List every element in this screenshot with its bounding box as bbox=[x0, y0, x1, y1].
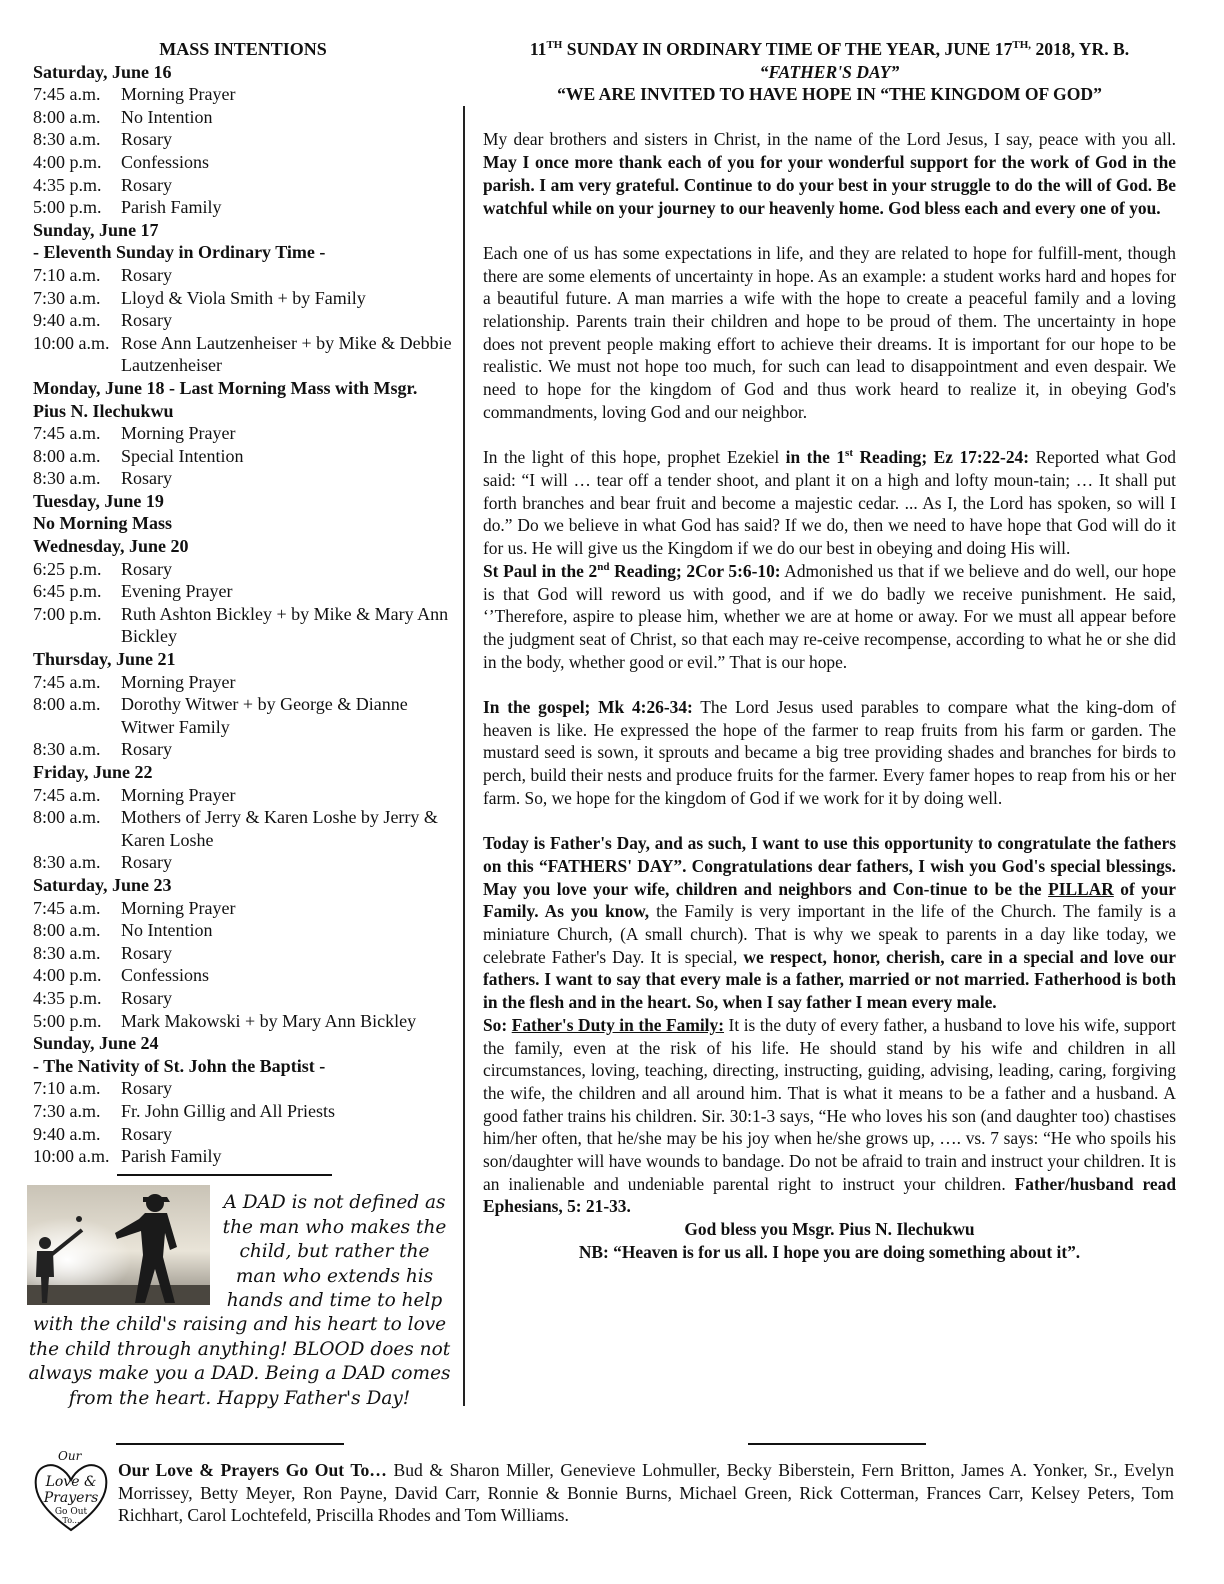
schedule-row bbox=[33, 693, 453, 738]
schedule-time: 8:30 a.m. bbox=[33, 852, 101, 873]
day-heading: Tuesday, June 19 bbox=[33, 490, 164, 511]
schedule-row bbox=[33, 445, 453, 468]
schedule-intention: Rosary bbox=[121, 1123, 172, 1144]
schedule-group bbox=[33, 897, 453, 1033]
schedule-time: 7:45 a.m. bbox=[33, 897, 101, 918]
day-heading: Friday, June 22 bbox=[33, 762, 153, 782]
schedule-intention: No Intention bbox=[121, 920, 213, 941]
first-reading-paragraph: In the light of this hope, prophet Ezekiel in the 1st Reading; Ez 17:22-24: Reported what God said: “I will … tear off a tender shoot, and plant it on a high and lofty moun-tain; … It shall put forth branches and bear fruit and become a majestic cedar. ... As I, the Lord has spoken, so will I do.” Do we believe in what God has said? If we do, then we need to have hope that God will do it for us. He will give us the Kingdom if we do our best in obeying and doing His will. bbox=[483, 447, 1177, 559]
schedule-time: 4:35 p.m. bbox=[33, 174, 102, 195]
schedule-time: 6:45 p.m. bbox=[33, 581, 102, 602]
schedule-intention: Rosary bbox=[121, 558, 172, 579]
schedule-time: 10:00 a.m. bbox=[33, 332, 110, 353]
father-son-baseball-photo bbox=[27, 1185, 210, 1305]
schedule-time: 7:10 a.m. bbox=[33, 264, 101, 285]
schedule-intention: Rosary bbox=[121, 852, 172, 873]
schedule-group bbox=[33, 784, 453, 874]
schedule-time: 7:45 a.m. bbox=[33, 671, 101, 692]
schedule-intention: No Intention bbox=[121, 106, 213, 127]
schedule-intention: Mark Makowski + by Mary Ann Bickley bbox=[121, 1010, 417, 1031]
schedule-row bbox=[33, 422, 453, 445]
schedule-intention: Rosary bbox=[121, 264, 172, 285]
schedule-row bbox=[33, 558, 453, 581]
love-and-prayers-logo bbox=[30, 1446, 112, 1536]
schedule-row bbox=[33, 580, 453, 603]
schedule-intention: Evening Prayer bbox=[121, 581, 233, 602]
greeting-paragraph: My dear brothers and sisters in Christ, in the name of the Lord Jesus, I say, peace with you all. May I once more thank each of you for your wonderful support for the work of God in the parish. I am very grateful. Continue to do your best in your struggle to do the will of God. Be watchful while on your journey to our heavenly home. God bless each and every one of you. bbox=[483, 129, 1176, 218]
schedule-intention: Morning Prayer bbox=[121, 671, 236, 692]
mass-intentions bbox=[33, 38, 453, 1180]
schedule-time: 8:30 a.m. bbox=[33, 739, 101, 760]
schedule-time: 7:10 a.m. bbox=[33, 1078, 101, 1099]
schedule-row bbox=[33, 1010, 453, 1033]
schedule-row bbox=[33, 738, 453, 761]
sunday-heading: 11TH SUNDAY IN ORDINARY TIME OF THE YEAR, JUNE $17^{TH,}$ 2018, YR. B. bbox=[529, 39, 1130, 59]
schedule-row bbox=[33, 128, 453, 151]
schedule-time: 7:30 a.m. bbox=[33, 1100, 101, 1121]
day-heading: Saturday, June 16 bbox=[33, 61, 172, 82]
schedule-row bbox=[33, 1123, 453, 1146]
schedule-row bbox=[33, 987, 453, 1010]
schedule-group bbox=[33, 264, 453, 332]
schedule-row bbox=[33, 964, 453, 987]
schedule-intention: Confessions bbox=[121, 965, 210, 986]
schedule-time: 5:00 p.m. bbox=[33, 1010, 102, 1031]
schedule-intention: Morning Prayer bbox=[121, 423, 236, 444]
schedule-time: 8:30 a.m. bbox=[33, 129, 101, 150]
schedule-time: 9:40 a.m. bbox=[33, 310, 101, 331]
schedule-intention: Lloyd & Viola Smith + by Family bbox=[121, 287, 366, 308]
schedule-intention: Morning Prayer bbox=[121, 784, 236, 805]
day-subheading: No Morning Mass bbox=[33, 513, 172, 534]
schedule-row bbox=[33, 196, 453, 219]
nb-note: NB: “Heaven is for us all. I hope you are doing something about it”. bbox=[578, 1241, 1081, 1262]
quote-text-top: A DAD is not defined as the man who makes the child, but rather the man who extends his hands and time to help bbox=[222, 1192, 447, 1311]
schedule-intention: Morning Prayer bbox=[121, 897, 236, 918]
schedule-time: 4:00 p.m. bbox=[33, 965, 102, 986]
schedule-row bbox=[33, 671, 453, 694]
gospel-paragraph: In the gospel; Mk 4:26-34: The Lord Jesus used parables to compare what the king-dom of heaven is like. He expressed the hope of the farmer to reap fruits from his farm or garden. The mustard seed is sown, it sprouts and became a big tree providing shades and branches for birds to perch, build their nests and produce fruits for the farmer. Every famer hopes to reap from his or her farm. So, we hope for the kingdom of God if we work for it by doing well. bbox=[483, 697, 1176, 808]
prayer-list-lead: Our Love & Prayers Go Out To… bbox=[118, 1460, 387, 1480]
divider-line bbox=[117, 1174, 332, 1176]
svg-text:Our: Our bbox=[58, 1449, 82, 1463]
schedule-row bbox=[33, 151, 453, 174]
schedule-time: 4:35 p.m. bbox=[33, 987, 102, 1008]
svg-text:Prayers: Prayers bbox=[43, 1490, 99, 1506]
schedule-row bbox=[33, 309, 453, 332]
homily-column bbox=[483, 38, 1176, 1264]
svg-text:Go Out: Go Out bbox=[54, 1507, 88, 1517]
schedule-intention: Rosary bbox=[121, 942, 172, 963]
schedule-row bbox=[33, 287, 453, 310]
mass-intentions-title: MASS INTENTIONS bbox=[159, 39, 327, 59]
schedule-intention: Ruth Ashton Bickley + by Mike & Mary Ann Bickley bbox=[121, 603, 449, 647]
schedule-intention: Rosary bbox=[121, 310, 172, 331]
schedule-time: 8:00 a.m. bbox=[33, 807, 101, 828]
schedule-row bbox=[33, 919, 453, 942]
day-heading: Wednesday, June 20 bbox=[33, 536, 189, 557]
schedule-group bbox=[33, 671, 453, 761]
schedule-intention: Rosary bbox=[121, 987, 172, 1008]
quote-text-bottom: with the child's raising and his heart to love the child through anything! BLOOD does not always make you a DAD. Being a DAD comes from the heart. Happy Father's Day! bbox=[28, 1314, 451, 1409]
schedule-intention: Rosary bbox=[121, 174, 172, 195]
schedule-row bbox=[33, 851, 453, 874]
schedule-group bbox=[33, 1077, 453, 1145]
schedule-time: 5:00 p.m. bbox=[33, 197, 102, 218]
schedule-row bbox=[33, 1145, 453, 1168]
schedule-row bbox=[33, 106, 453, 129]
schedule-group bbox=[33, 558, 453, 648]
schedule-time: 7:45 a.m. bbox=[33, 84, 101, 105]
schedule-time: 8:00 a.m. bbox=[33, 920, 101, 941]
divider-line bbox=[748, 1443, 926, 1445]
schedule-intention: Rosary bbox=[121, 129, 172, 150]
schedule-time: 4:00 p.m. bbox=[33, 151, 102, 172]
schedule-intention: Fr. John Gillig and All Priests bbox=[121, 1100, 336, 1121]
schedule-intention: Parish Family bbox=[121, 1146, 222, 1167]
schedule-time: 8:30 a.m. bbox=[33, 942, 101, 963]
schedule-row bbox=[33, 806, 453, 851]
schedule-time: 7:45 a.m. bbox=[33, 784, 101, 805]
schedule-row bbox=[33, 264, 453, 287]
fathers-day-heading: “FATHER'S DAY” bbox=[759, 61, 900, 82]
day-heading: Saturday, June 23 bbox=[33, 874, 172, 895]
schedule-intention: Mothers of Jerry & Karen Loshe by Jerry & Karen Loshe bbox=[121, 807, 438, 850]
schedule-intention: Rosary bbox=[121, 1078, 172, 1099]
schedule-row bbox=[33, 174, 453, 197]
hope-paragraph: Each one of us has some expectations in life, and they are related to hope for fulfill-ment, though there are some elements of uncertainty in hope. As an example: a student works hard and hopes for a beautiful future. A man marries a wife with the hope to create a peaceful family and a loving relationship. Parents train their children and hope to be proud of them. The uncertainty in hope does not prevent people making effort to achieve their dreams. It is important for our hope to be realistic. We must not hope too much, for such can lead to disappointment and even despair. We need to hope for the kingdom of God and thus work heard to realize it, in obeying God's commandments, loving God and our neighbor. bbox=[483, 242, 1176, 422]
schedule-time: 8:30 a.m. bbox=[33, 468, 101, 489]
day-heading: Sunday, June 24 bbox=[33, 1033, 159, 1054]
schedule-row bbox=[33, 83, 453, 106]
schedule-intention: Morning Prayer bbox=[121, 84, 236, 105]
schedule-time: 8:00 a.m. bbox=[33, 106, 101, 127]
day-heading: Monday, June 18 - Last Morning Mass with Msgr. Pius N. Ilechukwu bbox=[33, 377, 418, 421]
schedule-row bbox=[33, 1100, 453, 1123]
schedule-time: 7:45 a.m. bbox=[33, 423, 101, 444]
schedule-intention: Confessions bbox=[121, 151, 210, 172]
prayer-list bbox=[118, 1459, 1174, 1527]
schedule-time: 7:00 p.m. bbox=[33, 603, 102, 624]
schedule-row bbox=[33, 332, 453, 377]
schedule-intention: Rosary bbox=[121, 739, 172, 760]
day-heading: Sunday, June 17 bbox=[33, 219, 159, 240]
schedule-row bbox=[33, 467, 453, 490]
schedule-group bbox=[33, 83, 453, 219]
schedule-intention: Special Intention bbox=[121, 445, 244, 466]
schedule-time: 10:00 a.m. bbox=[33, 1146, 110, 1167]
signature: God bless you Msgr. Pius N. Ilechukwu bbox=[684, 1219, 975, 1240]
schedule-row bbox=[33, 1077, 453, 1100]
fathers-day-paragraph: Today is Father's Day, and as such, I want to use this opportunity to congratulate the fathers on this “FATHERS' DAY”. Congratulations dear fathers, I wish you God's special blessings. May you love your wife, children and neighbors and Con-tinue to be the PILLAR of your Family. As you know, the Family is very important in the life of the Church. The family is a miniature Church, (A small church). That is why we speak to parents in a day like today, we celebrate Father's Day. It is special, we respect, honor, cherish, care in a special and love our fathers. I want to say that every male is a father, married or not married. Fatherhood is both in the flesh and in the heart. So, when I say father I mean every male. bbox=[483, 833, 1177, 1013]
schedule-time: 8:00 a.m. bbox=[33, 445, 101, 466]
schedule-row bbox=[33, 897, 453, 920]
schedule-time: 9:40 a.m. bbox=[33, 1123, 101, 1144]
divider-line bbox=[116, 1443, 344, 1445]
day-heading: Thursday, June 21 bbox=[33, 649, 176, 670]
schedule-time: 8:00 a.m. bbox=[33, 694, 101, 715]
schedule-row bbox=[33, 603, 453, 648]
schedule-intention: Parish Family bbox=[121, 197, 222, 218]
schedule-row bbox=[33, 942, 453, 965]
svg-text:Love &: Love & bbox=[45, 1474, 97, 1490]
second-reading-paragraph: St Paul in the 2nd Reading; 2Cor 5:6-10: Admonished us that if we believe and do well, our hope is that God will reword us with good, and if we do badly we receive punishment. He said, ‘’Therefore, aspire to please him, whether we are at home or away. For we must all appear before the judgment seat of Christ, so that each may re-ceive recompense, according to what he or she did in the body, whether good or evil.” That is our hope. bbox=[483, 560, 1177, 672]
schedule-group bbox=[33, 422, 453, 490]
schedule-intention: Dorothy Witwer + by George & Dianne Witwer Family bbox=[121, 694, 408, 737]
schedule-time: 7:30 a.m. bbox=[33, 287, 101, 308]
schedule-intention: Rose Ann Lautzenheiser + by Mike & Debbie Lautzenheiser bbox=[121, 332, 452, 376]
day-subheading: - The Nativity of St. John the Baptist - bbox=[33, 1055, 326, 1076]
column-divider bbox=[463, 106, 465, 1406]
schedule-row bbox=[33, 784, 453, 807]
schedule-time: 6:25 p.m. bbox=[33, 558, 102, 579]
fathers-duty-paragraph: So: Father's Duty in the Family: It is the duty of every father, a husband to love his wife, support the family, even at the risk of his life. He should stand by his wife and children in all circumstances, loving, teaching, directing, instructing, guiding, advising, leading, caring, forgiving the wife, the children and all around him. That is what it means to be a father and a husband. A good father trains his children. Sir. 30:1-3 says, “He who loves his son (and daughter too) chastises him/her often, that he/she may be his joy when he/she grows up, …. vs. 7 says: “He who spoils his son/daughter will have wounds to bandage. Do not be afraid to train and instruct your children. It is an inalienable and undeniable parental right to instruct your children. Father/husband read Ephesians, 5: 21-33. bbox=[483, 1014, 1177, 1217]
day-subheading: - Eleventh Sunday in Ordinary Time - bbox=[33, 242, 326, 263]
svg-text:To...: To... bbox=[62, 1516, 80, 1525]
theme-heading: “WE ARE INVITED TO HAVE HOPE IN “THE KINGDOM OF GOD” bbox=[557, 84, 1102, 105]
schedule-intention: Rosary bbox=[121, 468, 172, 489]
fathers-day-quote bbox=[27, 1185, 452, 1435]
prayer-list-names: Bud & Sharon Miller, Genevieve Lohmuller, Becky Biberstein, Fern Britton, James A. Yonker, Sr., Evelyn Morrissey, Betty Meyer, Ron Payne, David Carr, Ronnie & Bonnie Burns, Michael Green, Rick Cotterman, Frances Carr, Kelsey Peters, Tom Richhart, Carol Lochtefeld, Priscilla Rhodes and Tom Williams. bbox=[118, 1460, 1175, 1525]
